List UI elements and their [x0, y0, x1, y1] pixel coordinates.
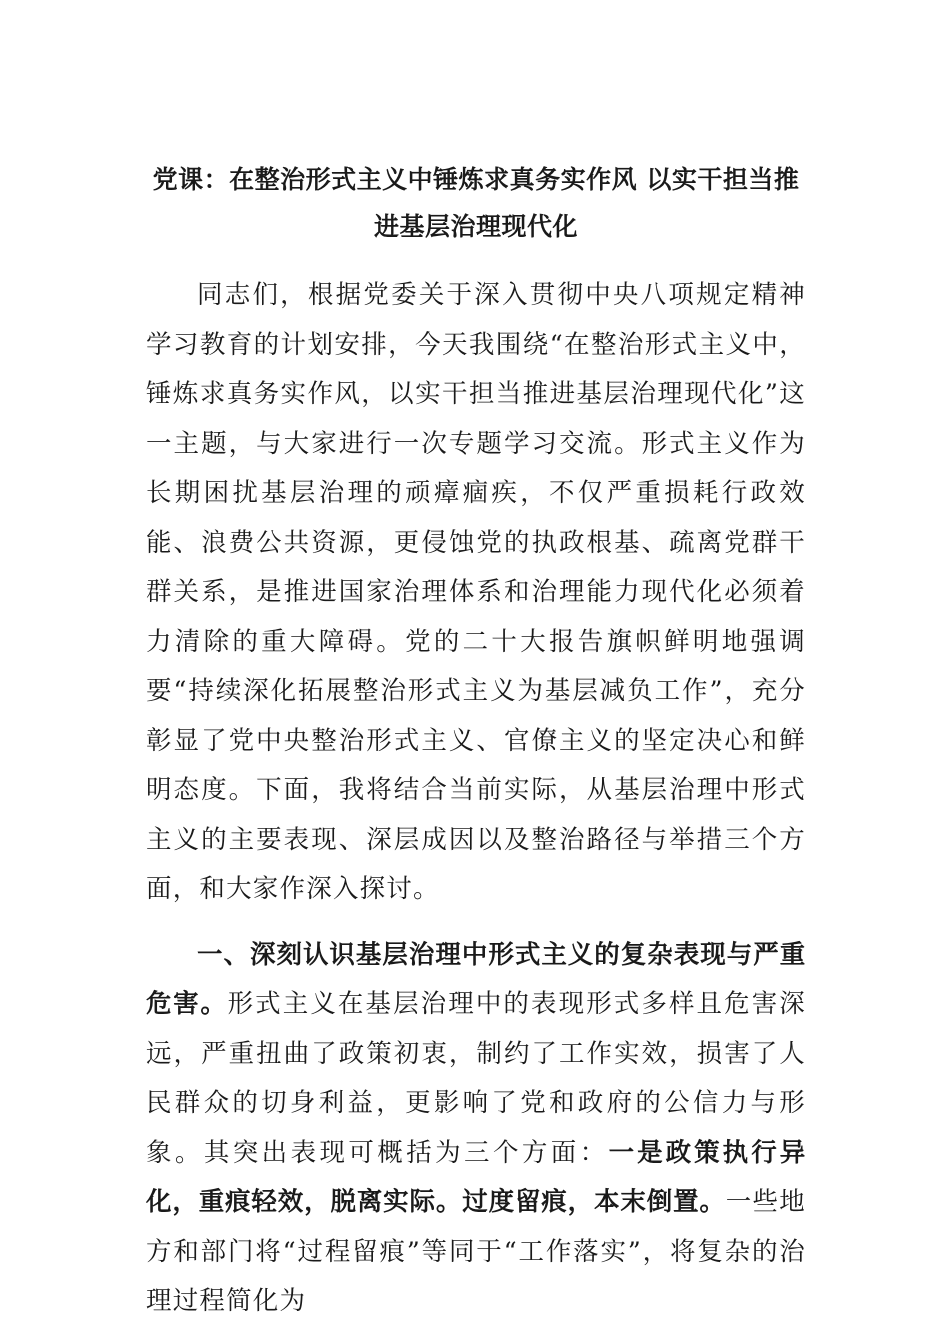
intro-paragraph: 同志们，根据党委关于深入贯彻中央八项规定精神学习教育的计划安排，今天我围绕“在整治形式主义中，锤炼求真务实作风，以实干担当推进基层治理现代化”这一主题，与大家进行一次专题学习交流。形式主义作为长期困扰基层治理的顽瘴痼疾，不仅严重损耗行政效能、浪费公共资源，更侵蚀党的执政根基、疏离党群干群关系，是推进国家治理体系和治理能力现代化必须着力清除的重大障碍。党的二十大报告旗帜鲜明地强调要“持续深化拓展整治形式主义为基层减负工作”，充分彰显了党中央整治形式主义、官僚主义的坚定决心和鲜明态度。下面，我将结合当前实际，从基层治理中形式主义的主要表现、深层成因以及整治路径与举措三个方面，和大家作深入探讨。: [146, 280, 806, 904]
point-1-body: 一些地方和部门将“过程留痕”等同于“工作落实”，将复杂的治理过程简化为: [146, 1187, 806, 1316]
section-1-paragraph: [146, 931, 806, 1327]
document-title: 党课：在整治形式主义中锤炼求真务实作风 以实干担当推进基层治理现代化: [152, 165, 800, 241]
section-1-body: 形式主义在基层治理中的表现形式多样且危害深远，严重扭曲了政策初衷，制约了工作实效，损害了人民群众的切身利益，更影响了党和政府的公信力与形象。其突出表现可概括为三个方面：: [146, 989, 806, 1168]
document-page: [146, 156, 806, 1327]
point-1-heading: 一是政策执行异化，重痕轻效，脱离实际。过度留痕，本末倒置。: [146, 1137, 807, 1217]
section-1-heading: 一、深刻认识基层治理中形式主义的复杂表现与严重危害。: [146, 939, 806, 1019]
